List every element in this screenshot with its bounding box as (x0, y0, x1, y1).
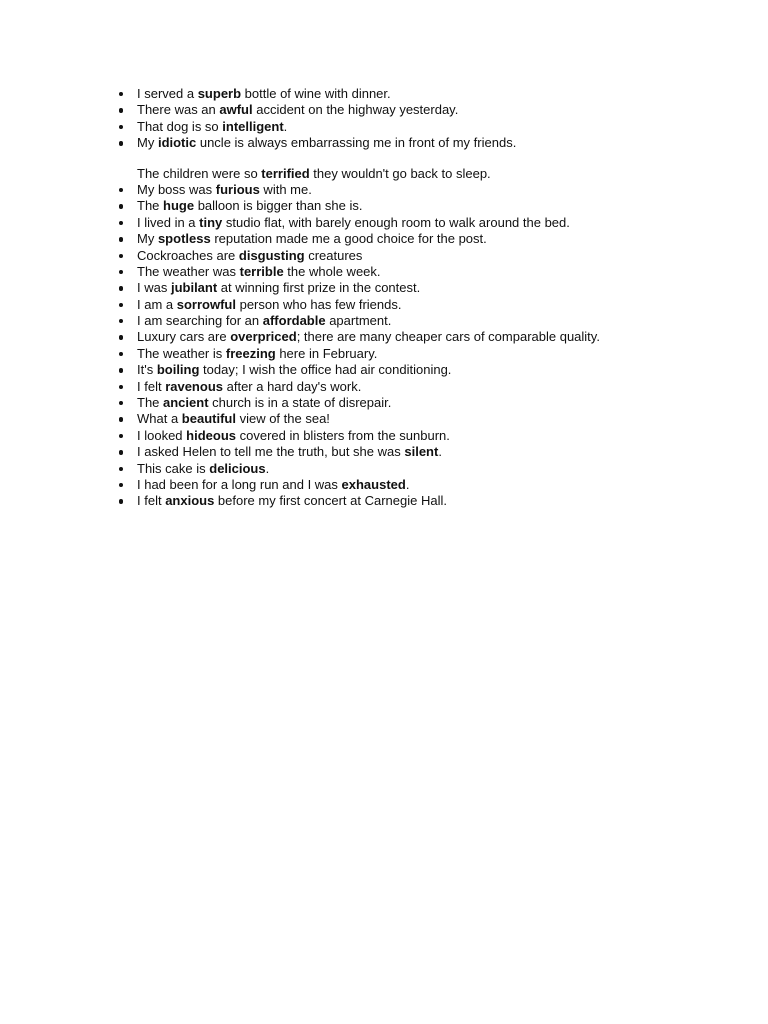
list-item (117, 231, 737, 247)
sentence-text-after: studio flat, with barely enough room to walk around the bed. (222, 214, 570, 230)
sentence-text-after: here in February. (275, 345, 378, 361)
sentence-text-before: I felt (137, 378, 166, 394)
sentence-text-after: balloon is bigger than she is. (194, 198, 363, 214)
sentence-text-after: ; there are many cheaper cars of comparable quality. (296, 329, 600, 345)
adjective-highlight: superb (197, 86, 242, 101)
adjective-highlight: freezing (225, 345, 276, 361)
list-item (117, 329, 737, 345)
list-item (117, 362, 737, 378)
sentence-text-after: . (405, 476, 410, 492)
list-item (117, 411, 737, 427)
sentence-text-before: My boss was (137, 181, 216, 197)
sentence-text-before: I lived in a (137, 214, 200, 230)
sentence-text-after: apartment. (325, 313, 392, 329)
adjective-highlight: jubilant (170, 280, 218, 296)
list-item (117, 248, 737, 264)
adjective-highlight: ancient (163, 395, 209, 411)
adjective-highlight: overpriced (230, 329, 297, 345)
sentence-text-after: uncle is always embarrassing me in front of my friends. (196, 135, 517, 151)
sentence-text-before: I looked (137, 427, 187, 443)
list-item (117, 119, 737, 135)
list-item (117, 477, 737, 493)
list-item (117, 166, 737, 182)
sentence-text-before: Luxury cars are (137, 329, 231, 345)
list-item (117, 86, 737, 102)
list-item (117, 135, 737, 151)
adjective-highlight: sorrowful (176, 296, 236, 312)
list-item (117, 313, 737, 329)
adjective-highlight: beautiful (181, 411, 236, 427)
list-item (117, 428, 737, 444)
adjective-highlight: furious (215, 181, 260, 197)
sentence-list (117, 86, 737, 510)
sentence-text-after: they wouldn't go back to sleep. (309, 165, 491, 181)
sentence-text-before: The weather was (137, 263, 240, 279)
sentence-text-before: The (137, 395, 164, 411)
adjective-highlight: delicious (209, 460, 266, 476)
sentence-text-after: accident on the highway yesterday. (252, 102, 459, 118)
sentence-text-after: person who has few friends. (235, 296, 402, 312)
sentence-text-after: . (438, 444, 442, 460)
adjective-highlight: tiny (199, 214, 223, 230)
sentence-text-before: It's (137, 362, 157, 378)
sentence-text-before: The weather is (137, 345, 226, 361)
sentence-text-before: I had been for a long run and I was (137, 476, 342, 492)
sentence-text-after: view of the sea! (235, 411, 330, 427)
sentence-text-before: There was an (137, 102, 220, 118)
sentence-text-before: The (137, 198, 164, 214)
adjective-highlight: spotless (157, 231, 211, 247)
sentence-text-after: before my first concert at Carnegie Hall. (214, 493, 447, 509)
adjective-highlight: awful (219, 102, 253, 118)
sentence-text-before: I am searching for an (137, 313, 263, 329)
sentence-text-after: at winning first prize in the contest. (217, 280, 421, 296)
list-item (117, 444, 737, 460)
sentence-text-after: with me. (259, 181, 312, 197)
adjective-highlight: disgusting (238, 247, 305, 263)
sentence-text-after: after a hard day's work. (223, 378, 362, 394)
sentence-text-after: reputation made me a good choice for the post. (210, 231, 487, 247)
sentence-text-after: the whole week. (283, 263, 381, 279)
adjective-highlight: terrified (261, 165, 310, 181)
sentence-text-after: covered in blisters from the sunburn. (236, 427, 450, 443)
list-item (117, 297, 737, 313)
sentence-text-after: . (283, 118, 288, 134)
list-item (117, 379, 737, 395)
list-item (117, 461, 737, 477)
list-item (117, 264, 737, 280)
list-item (117, 102, 737, 118)
sentence-text-after: . (265, 460, 270, 476)
list-item (117, 395, 737, 411)
sentence-text-before: I served a (137, 86, 198, 101)
sentence-text-after: creatures (304, 247, 363, 263)
adjective-highlight: ravenous (165, 378, 223, 394)
sentence-text-before: My (137, 231, 158, 247)
adjective-highlight: anxious (165, 493, 215, 509)
adjective-highlight: intelligent (222, 118, 284, 134)
sentence-text-before: The children were so (137, 165, 262, 181)
list-item (117, 198, 737, 214)
list-item (117, 182, 737, 198)
adjective-highlight: idiotic (157, 135, 197, 151)
sentence-text-before: Cockroaches are (137, 247, 239, 263)
list-item (117, 493, 737, 509)
sentence-text-before: I was (137, 280, 171, 296)
adjective-highlight: affordable (262, 313, 326, 329)
list-item (117, 215, 737, 231)
document-content (117, 86, 737, 510)
adjective-highlight: terrible (239, 263, 284, 279)
list-item (117, 280, 737, 296)
list-item (117, 346, 737, 362)
sentence-text-before: I am a (137, 296, 177, 312)
sentence-text-before: This cake is (137, 460, 210, 476)
adjective-highlight: silent (404, 444, 439, 460)
adjective-highlight: huge (163, 198, 195, 214)
sentence-text-before: My (137, 135, 158, 151)
sentence-text-before: What a (137, 411, 182, 427)
adjective-highlight: exhausted (341, 476, 406, 492)
sentence-text-after: bottle of wine with dinner. (241, 86, 391, 101)
sentence-text-after: today; I wish the office had air conditioning. (199, 362, 452, 378)
sentence-text-before: That dog is so (137, 118, 223, 134)
sentence-text-before: I felt (137, 493, 166, 509)
adjective-highlight: hideous (186, 427, 236, 443)
adjective-highlight: boiling (156, 362, 200, 378)
sentence-text-before: I asked Helen to tell me the truth, but she was (137, 444, 405, 460)
sentence-text-after: church is in a state of disrepair. (208, 395, 392, 411)
